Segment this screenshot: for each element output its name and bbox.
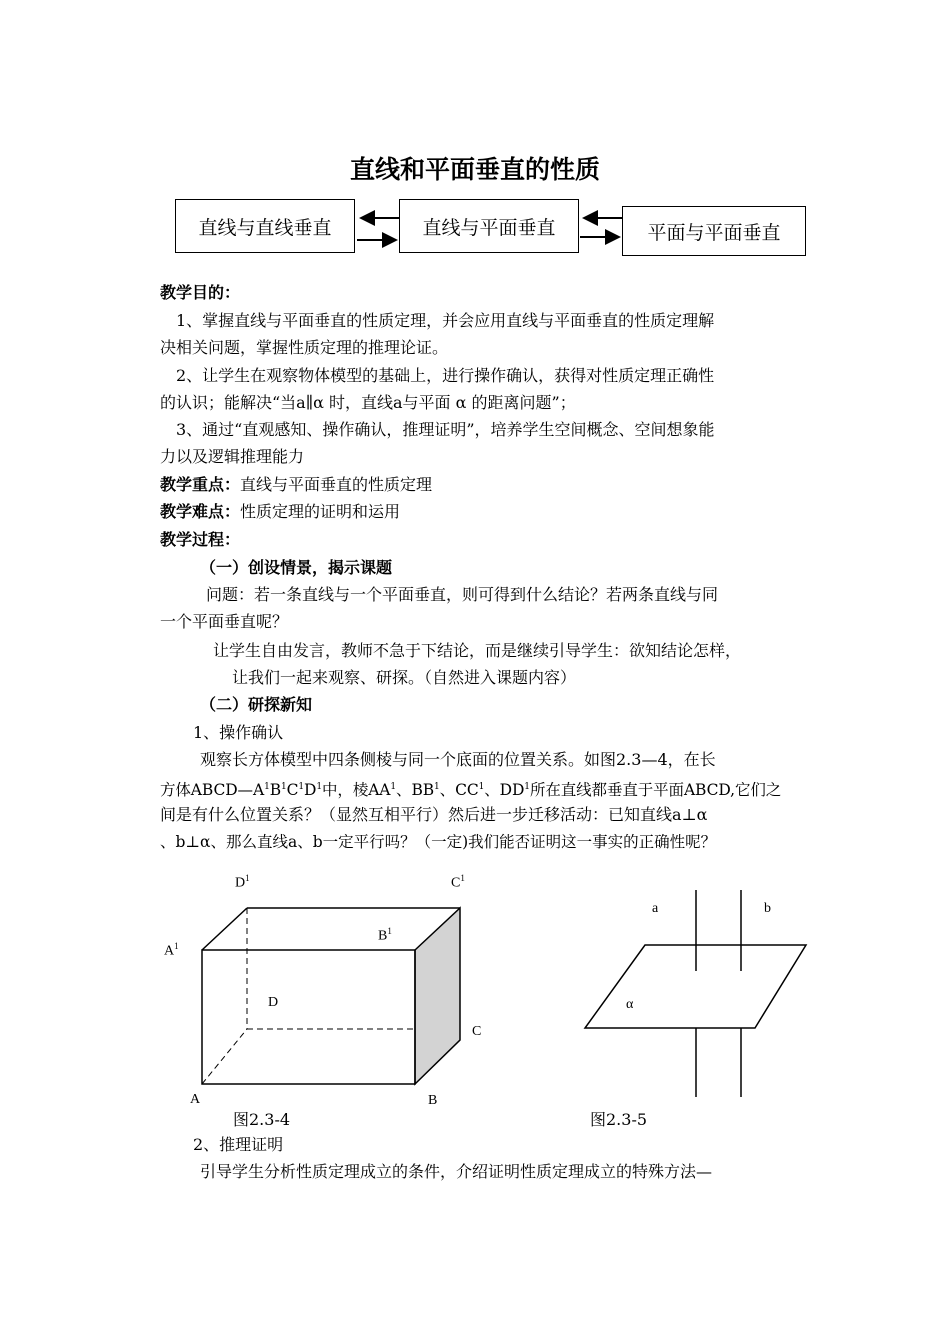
key-point-label: 教学重点： [160, 475, 241, 494]
key-point-text: 直线与平面垂直的性质定理 [240, 475, 433, 494]
section-2-sub-2: 2、推理证明 [193, 1135, 284, 1154]
section-1-student-2: 让我们一起来观察、研探。（自然进入课题内容） [232, 668, 577, 687]
page-title: 直线和平面垂直的性质 [349, 155, 600, 184]
last-line: 引导学生分析性质定理成立的条件，介绍证明性质定理成立的特殊方法— [200, 1162, 713, 1181]
label-d: D [268, 995, 279, 1010]
section-2-heading: （二）研探新知 [200, 695, 313, 714]
objective-2-line-1: 2、让学生在观察物体模型的基础上，进行操作确认，获得对性质定理正确性 [176, 366, 715, 385]
flow-box-line-line: 直线与直线垂直 [175, 199, 355, 253]
label-a1: $A^1$ [164, 941, 179, 959]
difficulty-text: 性质定理的证明和运用 [240, 502, 401, 521]
label-c: C [472, 1024, 482, 1039]
observe-line-3: 间是有什么位置关系？（显然互相平行）然后进一步迁移活动：已知直线a⊥α [160, 805, 708, 824]
key-point [160, 475, 432, 495]
objective-1-line-2: 决相关问题，掌握性质定理的推理论证。 [160, 338, 449, 357]
cuboid-figure [150, 890, 490, 1100]
observe-line-2: 方体$ABCD—A^1B^1C^1D^1$中，棱$AA^1$、$BB^1$、$CC^1$、$DD^1$所在直线都垂直于平面ABCD,它们之 [160, 781, 782, 800]
objective-3-line-2: 力以及逻辑推理能力 [160, 447, 305, 466]
figure-2-caption: 图2.3-5 [590, 1110, 648, 1129]
difficulty-label: 教学难点： [160, 502, 241, 521]
observe-line-1: 观察长方体模型中四条侧棱与同一个底面的位置关系。如图2.3—4，在长 [200, 750, 716, 769]
difficulty [160, 502, 400, 522]
section-1-question-1: 问题：若一条直线与一个平面垂直，则可得到什么结论？若两条直线与同 [206, 585, 719, 604]
flow-box-plane-plane: 平面与平面垂直 [622, 206, 806, 256]
label-b1: $B^1$ [378, 926, 392, 944]
objectives-heading: 教学目的： [160, 283, 241, 302]
process-label: 教学过程： [160, 530, 241, 549]
section-1-question-2: 一个平面垂直呢？ [160, 612, 289, 631]
figure-1-caption: 图2.3-4 [233, 1110, 291, 1129]
flow-box-line-plane: 直线与平面垂直 [399, 199, 579, 253]
label-line-a: a [652, 901, 659, 916]
label-a: A [190, 1092, 201, 1107]
observe-line-4: 、b⊥α、那么直线a、b一定平行吗？（一定)我们能否证明这一事实的正确性呢？ [160, 833, 717, 851]
label-d1: $D^1$ [235, 873, 250, 891]
label-b: B [428, 1093, 438, 1108]
section-1-heading: （一）创设情景，揭示课题 [200, 558, 393, 577]
label-c1: $C^1$ [451, 873, 465, 891]
objective-2-line-2: 的认识；能解决“当a∥α 时，直线a与平面 α 的距离问题”； [160, 393, 576, 412]
section-1-student-1: 让学生自由发言，教师不急于下结论，而是继续引导学生：欲知结论怎样， [213, 641, 742, 660]
objective-1-line-1: 1、掌握直线与平面垂直的性质定理，并会应用直线与平面垂直的性质定理解 [176, 311, 715, 330]
objective-3-line-1: 3、通过“直观感知、操作确认，推理证明”，培养学生空间概念、空间想象能 [176, 420, 715, 439]
section-2-sub-1: 1、操作确认 [193, 723, 284, 742]
flow-arrows [0, 0, 950, 300]
plane-figure [575, 885, 815, 1100]
label-plane-alpha: α [626, 997, 634, 1012]
label-line-b: b [764, 901, 771, 916]
